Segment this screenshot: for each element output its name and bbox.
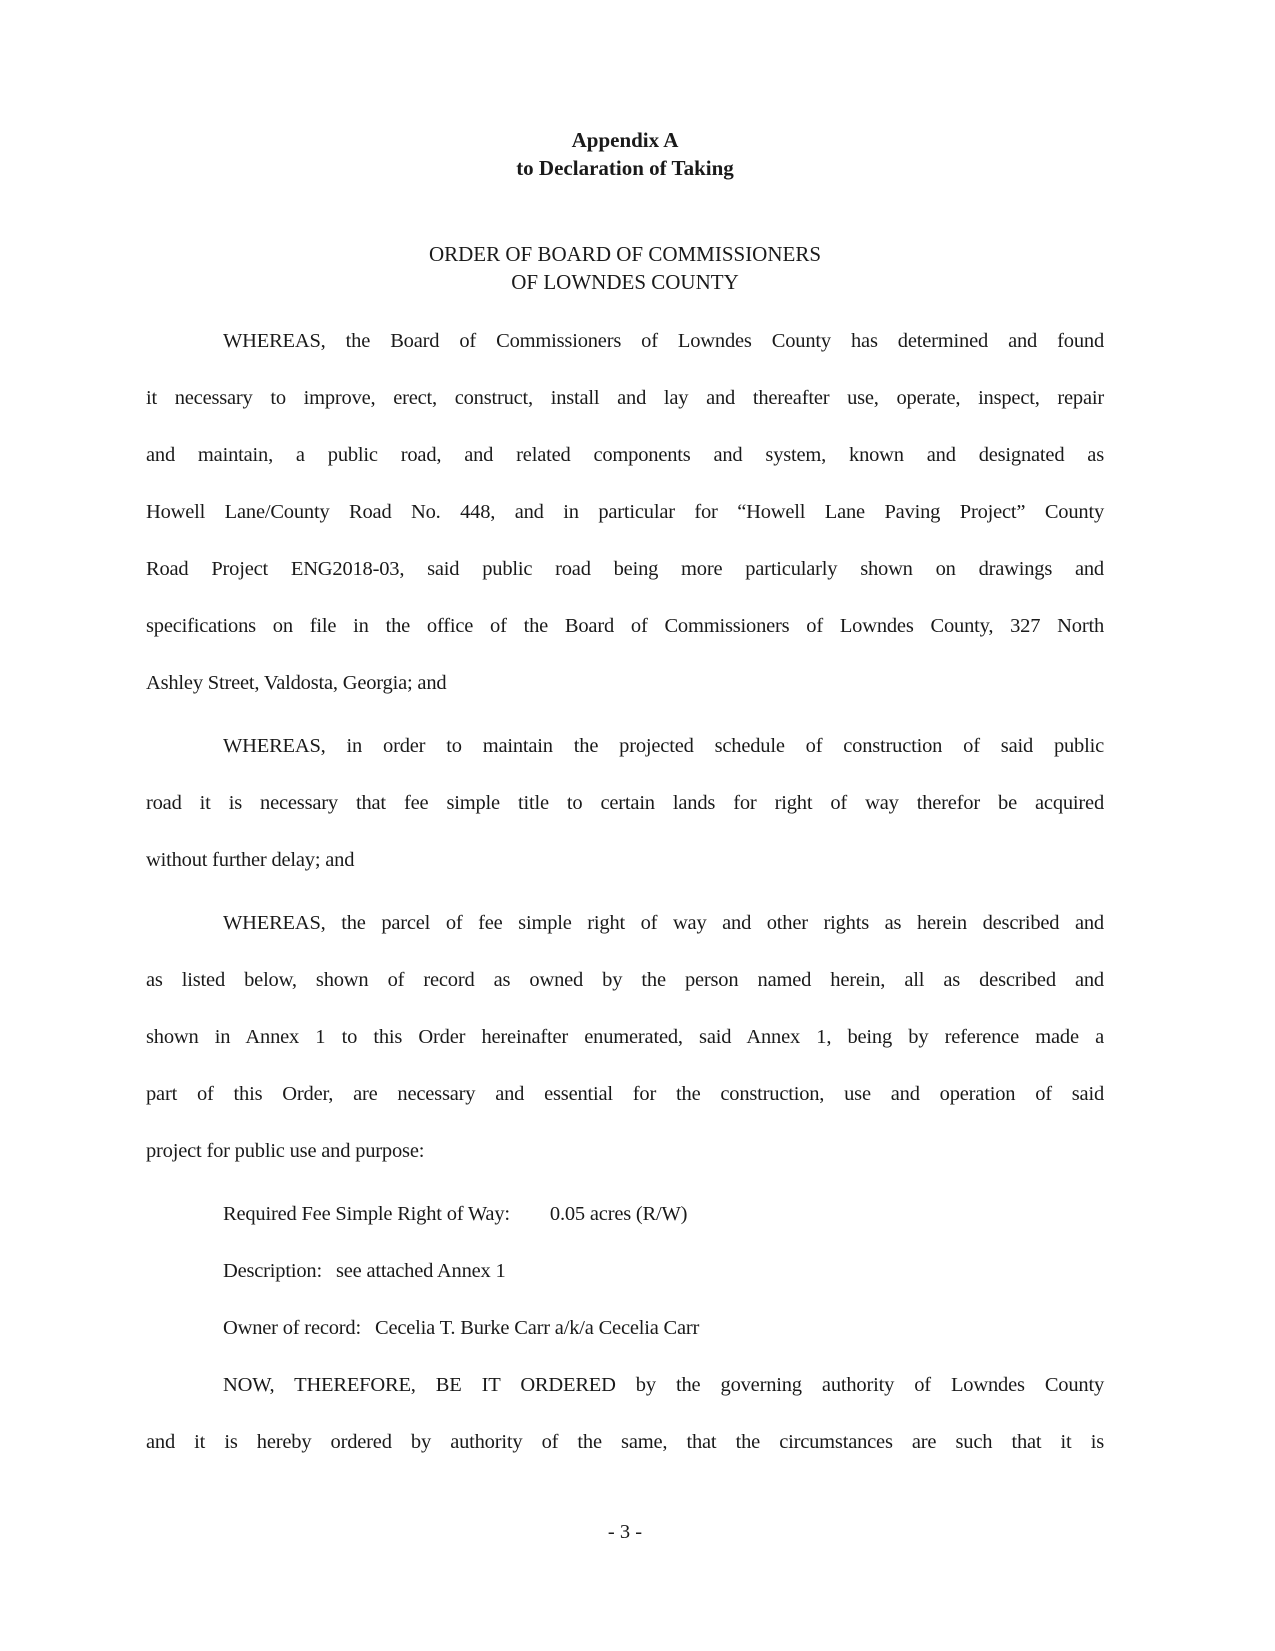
document-header (146, 126, 1104, 296)
text-line: as listed below, shown of record as owned by the person named herein, all as described and (146, 969, 1104, 991)
text-line: road it is necessary that fee simple title to certain lands for right of way therefor be acquired (146, 792, 1104, 814)
text-line: specifications on file in the office of the Board of Commissioners of Lowndes County, 327 North (146, 615, 1104, 637)
paragraph-whereas-2 (146, 718, 1104, 889)
owner-row-value: Cecelia T. Burke Carr a/k/a Cecelia Carr (374, 1317, 700, 1339)
detail-required-row (146, 1186, 1104, 1243)
document-content (146, 126, 1104, 1546)
appendix-title (146, 126, 1104, 182)
text-line: shown in Annex 1 to this Order hereinafter enumerated, said Annex 1, being by reference made a (146, 1026, 1104, 1048)
description-row-label: Description: (223, 1260, 322, 1282)
text-line: part of this Order, are necessary and essential for the construction, use and operation of said (146, 1083, 1104, 1105)
owner-row-label: Owner of record: (223, 1317, 361, 1339)
document-body (146, 313, 1104, 1471)
text-line: Road Project ENG2018-03, said public road being more particularly shown on drawings and (146, 558, 1104, 580)
text-line: WHEREAS, the Board of Commissioners of Lowndes County has determined and found (223, 330, 1104, 352)
paragraph-now-therefore (146, 1357, 1104, 1471)
order-title (146, 240, 1104, 296)
document-footer (146, 1518, 1104, 1546)
paragraph-whereas-3 (146, 895, 1104, 1180)
order-title-line2: OF LOWNDES COUNTY (511, 270, 739, 294)
text-line: NOW, THEREFORE, BE IT ORDERED by the governing authority of Lowndes County (223, 1374, 1104, 1396)
appendix-title-line1: Appendix A (571, 128, 679, 152)
text-line: Howell Lane/County Road No. 448, and in particular for “Howell Lane Paving Project” County (146, 501, 1104, 523)
detail-owner-row (146, 1300, 1104, 1357)
text-line: without further delay; and (146, 849, 355, 871)
text-line: project for public use and purpose: (146, 1140, 425, 1162)
text-line: it necessary to improve, erect, construct, install and lay and thereafter use, operate, inspect, repair (146, 387, 1104, 409)
detail-description-row (146, 1243, 1104, 1300)
text-line: and it is hereby ordered by authority of the same, that the circumstances are such that it is (146, 1431, 1104, 1453)
required-row-label: Required Fee Simple Right of Way: (223, 1203, 510, 1225)
text-line: WHEREAS, in order to maintain the projected schedule of construction of said public (223, 735, 1104, 757)
order-title-line1: ORDER OF BOARD OF COMMISSIONERS (428, 242, 822, 266)
description-row-value: see attached Annex 1 (335, 1260, 506, 1282)
text-line: and maintain, a public road, and related components and system, known and designated as (146, 444, 1104, 466)
paragraph-whereas-1 (146, 313, 1104, 712)
text-line: WHEREAS, the parcel of fee simple right of way and other rights as herein described and (223, 912, 1104, 934)
appendix-title-line2: to Declaration of Taking (516, 156, 734, 180)
required-row-value: 0.05 acres (R/W) (549, 1203, 688, 1225)
page-number: - 3 - (607, 1521, 643, 1543)
parcel-details (146, 1186, 1104, 1357)
text-line: Ashley Street, Valdosta, Georgia; and (146, 672, 447, 694)
